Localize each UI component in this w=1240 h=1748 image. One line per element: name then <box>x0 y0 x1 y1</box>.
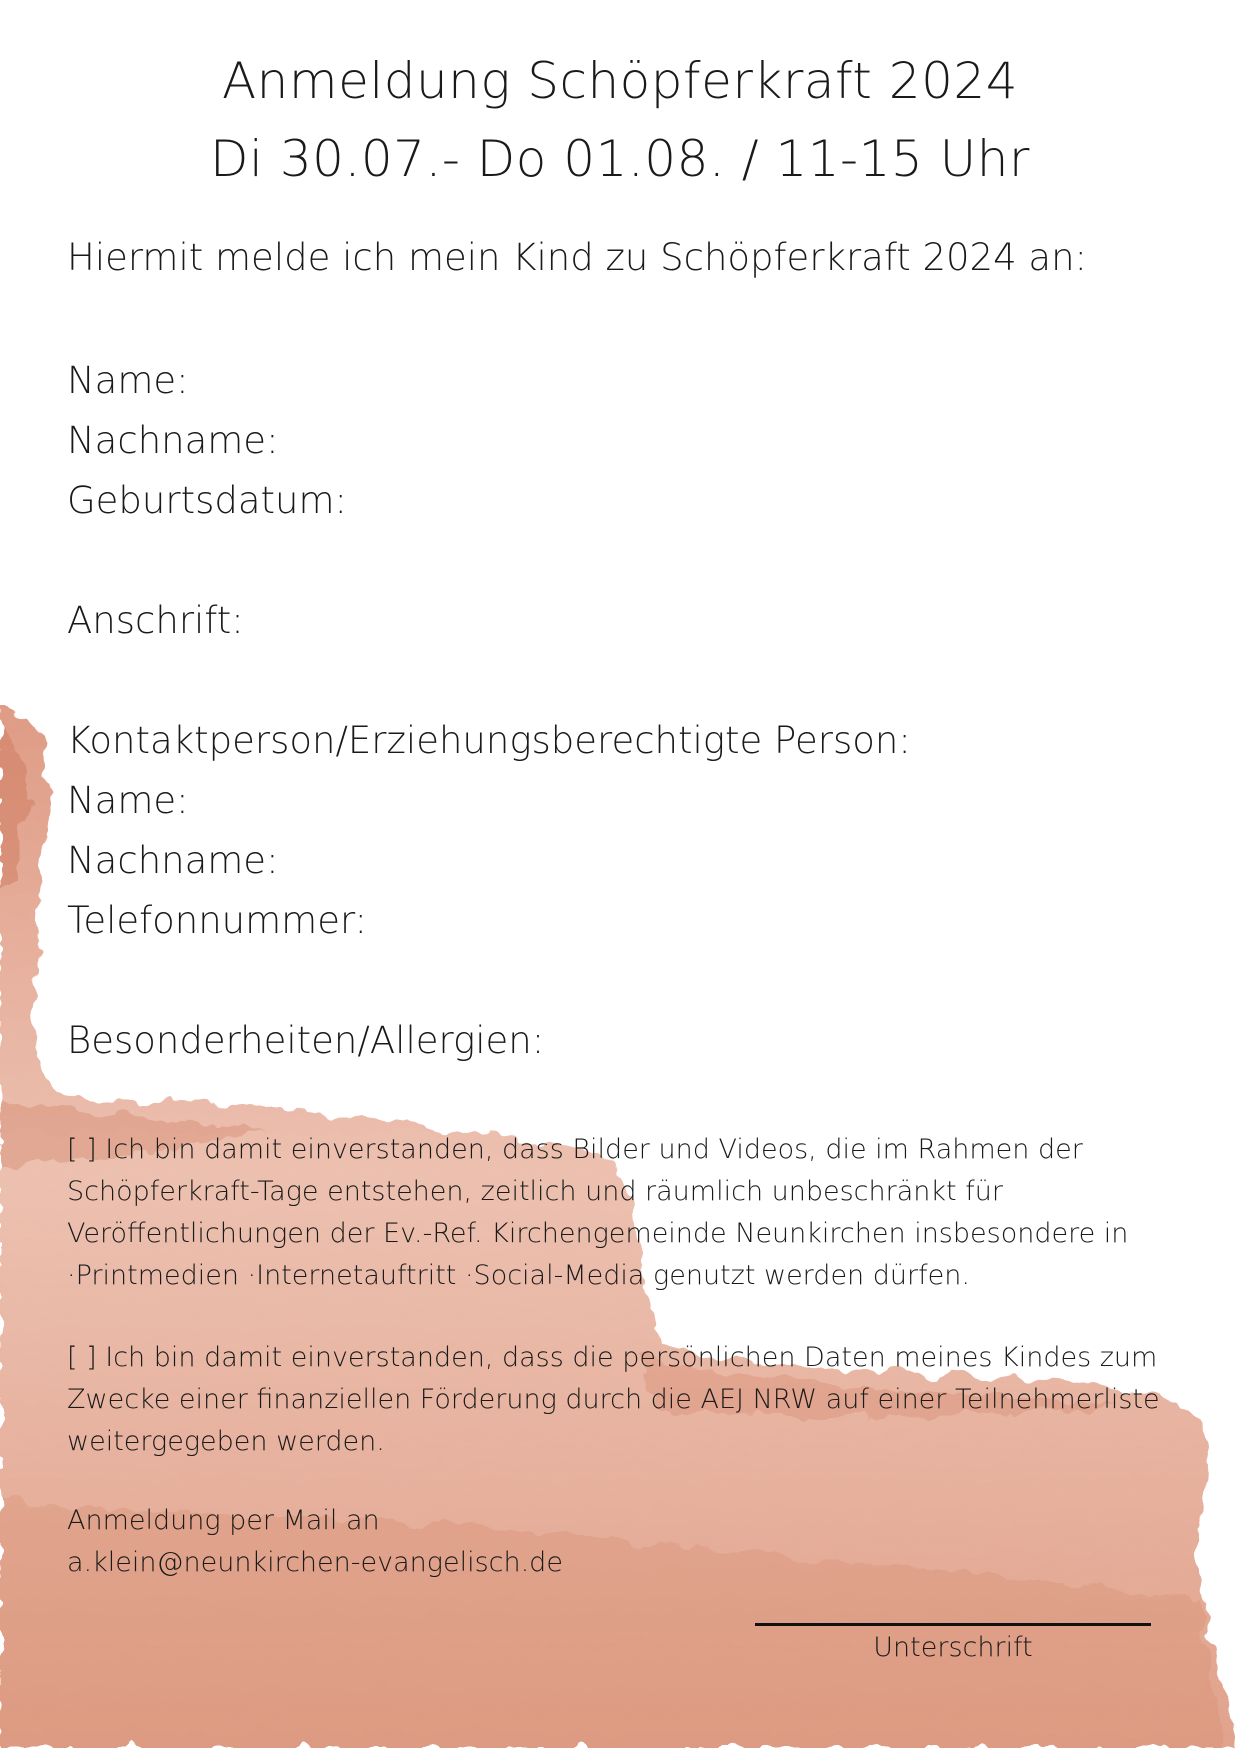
address-field[interactable]: Anschrift: <box>67 599 244 642</box>
child-birthdate-field[interactable]: Geburtsdatum: <box>67 479 347 522</box>
data-consent-checkbox[interactable] <box>67 1337 1207 1463</box>
media-consent-line: Veröffentlichungen der Ev.-Ref. Kirchengemeinde Neunkirchen insbesondere in <box>67 1218 1129 1249</box>
signature-line[interactable] <box>755 1623 1151 1626</box>
registration-email-link[interactable]: a.klein@neunkirchen-evangelisch.de <box>67 1547 563 1578</box>
contact-surname-field[interactable]: Nachname: <box>67 839 279 882</box>
contact-name-field[interactable]: Name: <box>67 779 189 822</box>
media-consent-line: [ ] Ich bin damit einverstanden, dass Bilder und Videos, die im Rahmen der <box>67 1134 1083 1165</box>
child-name-field[interactable]: Name: <box>67 359 189 402</box>
signature-label: Unterschrift <box>873 1632 1033 1663</box>
contact-heading: Kontaktperson/Erziehungsberechtigte Person: <box>67 719 911 762</box>
special-needs-field[interactable]: Besonderheiten/Allergien: <box>67 1019 545 1062</box>
child-surname-field[interactable]: Nachname: <box>67 419 279 462</box>
event-dates: Di 30.07.- Do 01.08. / 11-15 Uhr <box>210 130 1030 188</box>
registration-info <box>67 1500 563 1584</box>
form-title: Anmeldung Schöpferkraft 2024 <box>221 52 1019 110</box>
intro-text: Hiermit melde ich mein Kind zu Schöpferkraft 2024 an: <box>67 236 1087 279</box>
media-consent-line: Schöpferkraft-Tage entstehen, zeitlich und räumlich unbeschränkt für <box>67 1176 1003 1207</box>
media-consent-checkbox[interactable] <box>67 1129 1207 1297</box>
media-consent-line: ·Printmedien ·Internetauftritt ·Social-Media genutzt werden dürfen. <box>67 1260 970 1291</box>
data-consent-line: [ ] Ich bin damit einverstanden, dass die persönlichen Daten meines Kindes zum <box>67 1342 1158 1373</box>
data-consent-line: Zwecke einer finanziellen Förderung durch die AEJ NRW auf einer Teilnehmerliste <box>67 1384 1160 1415</box>
data-consent-line: weitergegeben werden. <box>67 1426 385 1457</box>
registration-text: Anmeldung per Mail an <box>67 1505 380 1536</box>
contact-phone-field[interactable]: Telefonnummer: <box>67 899 368 942</box>
